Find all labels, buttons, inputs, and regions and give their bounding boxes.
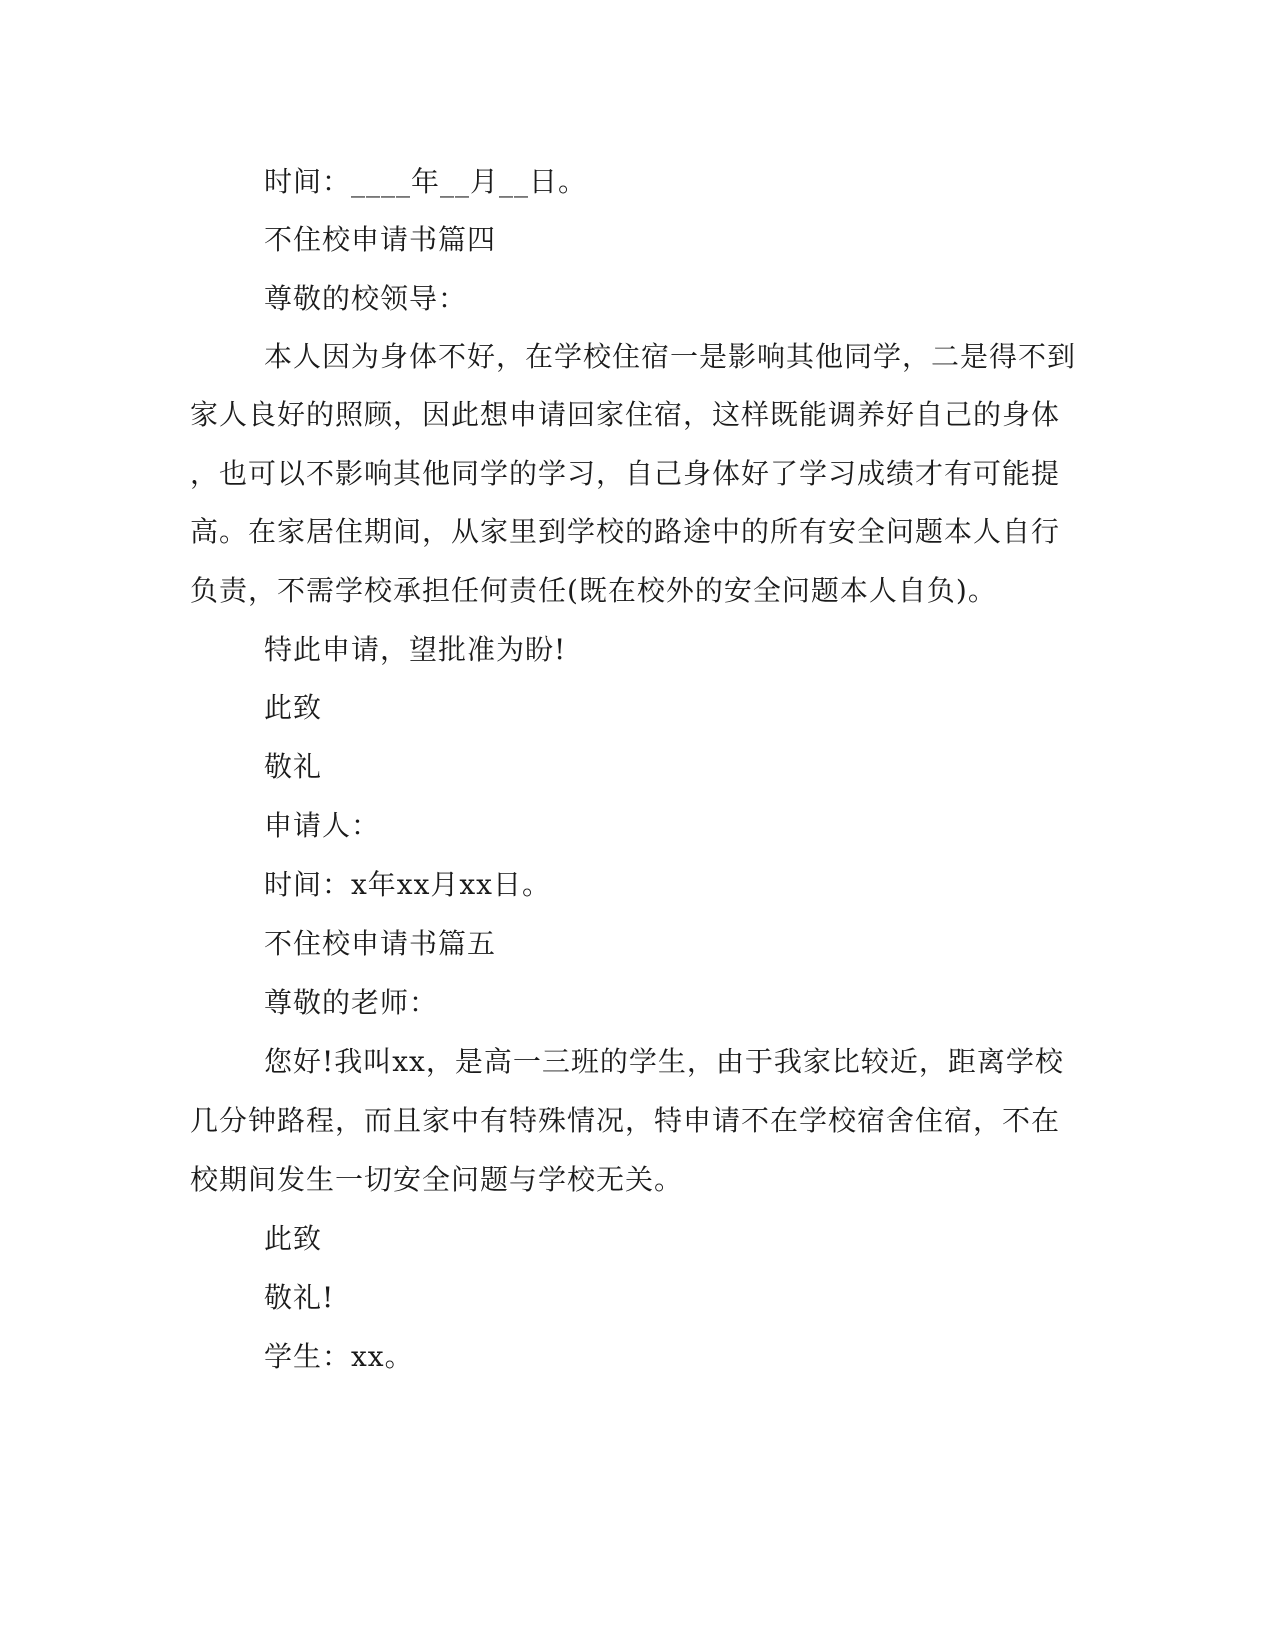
closing-request: 特此申请，望批准为盼! [264, 633, 567, 666]
body-paragraph-1-line-4: 高。在家居住期间，从家里到学校的路途中的所有安全问题本人自行 [190, 515, 1061, 548]
closing-jingli-1: 敬礼 [264, 750, 323, 783]
student-signature: 学生：xx。 [264, 1340, 414, 1373]
date-line-2: 时间：x年xx月xx日。 [264, 868, 551, 901]
body-paragraph-1-line-2: 家人良好的照顾，因此想申请回家住宿，这样既能调养好自己的身体 [190, 398, 1061, 431]
body-paragraph-2-line-1: 您好!我叫xx，是高一三班的学生，由于我家比较近，距离学校 [264, 1045, 1064, 1078]
salutation-1: 尊敬的校领导： [264, 282, 468, 315]
body-paragraph-1-line-5: 负责，不需学校承担任何责任(既在校外的安全问题本人自负)。 [190, 574, 997, 607]
closing-jingli-2: 敬礼! [264, 1281, 335, 1314]
salutation-2: 尊敬的老师： [264, 986, 439, 1019]
date-line-1: 时间：____年__月__日。 [264, 165, 588, 198]
body-paragraph-2-line-3: 校期间发生一切安全问题与学校无关。 [190, 1163, 684, 1196]
body-paragraph-1-line-3: ，也可以不影响其他同学的学习，自己身体好了学习成绩才有可能提 [190, 457, 1061, 490]
body-paragraph-1-line-1: 本人因为身体不好，在学校住宿一是影响其他同学，二是得不到 [264, 340, 1077, 373]
closing-zhizhi-1: 此致 [264, 691, 323, 724]
section-title-5: 不住校申请书篇五 [264, 927, 497, 960]
applicant-line: 申请人： [264, 809, 381, 842]
section-title-4: 不住校申请书篇四 [264, 223, 497, 256]
body-paragraph-2-line-2: 几分钟路程，而且家中有特殊情况，特申请不在学校宿舍住宿，不在 [190, 1104, 1061, 1137]
closing-zhizhi-2: 此致 [264, 1222, 323, 1255]
